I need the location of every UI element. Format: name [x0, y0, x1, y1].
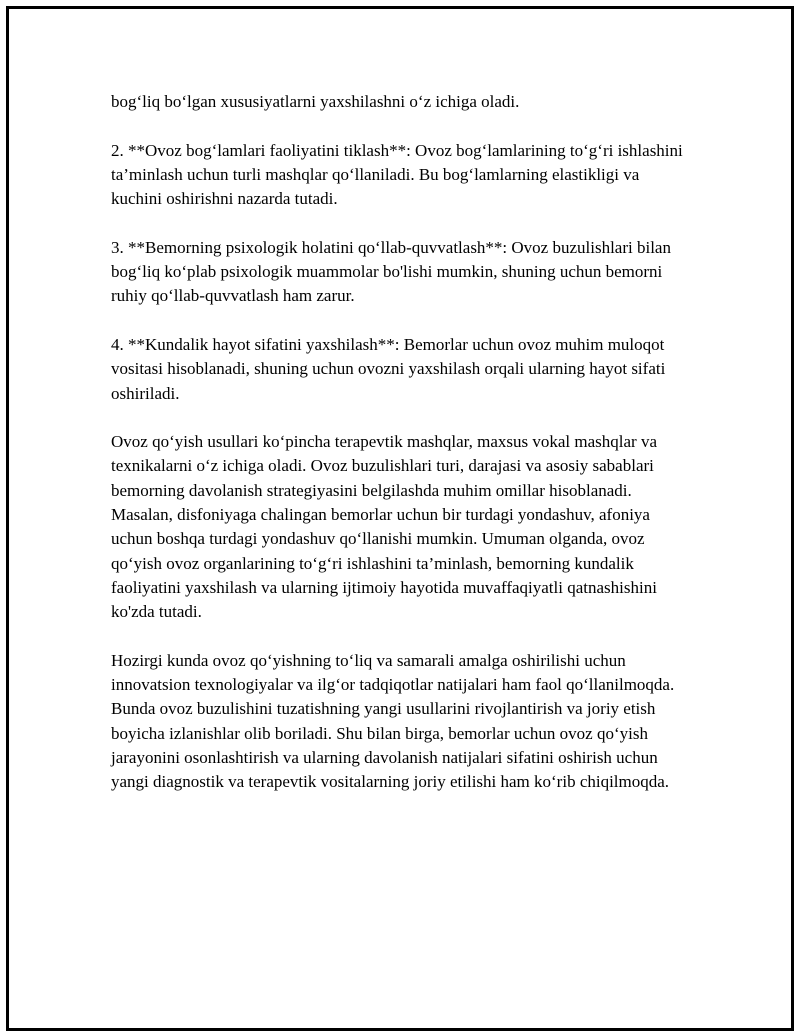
paragraph-innovations: Hozirgi kunda ovoz qo‘yishning to‘liq va samarali amalga oshirilishi uchun innovatsion texnologiyalar va ilg‘or tadqiqotlar natijalari ham faol qo‘llanilmoqda. Bunda ovoz buzulishini tuzatishning yangi usullarini rivojlantirish va joriy etish boyicha izlanishlar olib boriladi. Shu bilan birga, bemorlar uchun ovoz qo‘yish jarayonini osonlashtirish va ularning davolanish natijalari sifatini oshirish uchun yangi diagnostik va terapevtik vositalarning joriy etilishi ham ko‘rib chiqilmoqda.: [111, 650, 675, 792]
paragraph-psychological-support: 3. **Bemorning psixologik holatini qo‘llab-quvvatlash**: Ovoz buzulishlari bilan bog‘liq ko‘plab psixologik muammolar bo'lishi mumkin, shuning uchun bemorni ruhiy qo‘llab-quvvatlash ham zarur.: [111, 237, 671, 306]
paragraph-voice-methods: Ovoz qo‘yish usullari ko‘pincha terapevtik mashqlar, maxsus vokal mashqlar va texnikalarni o‘z ichiga oladi. Ovoz buzulishlari turi, darajasi va asosiy sabablari bemorning davolanish strategiyasini belgilashda muhim omillar hisoblanadi. Masalan, disfoniyaga chalingan bemorlar uchun bir turdagi yondashuv, afoniya uchun boshqa turdagi yondashuv qo‘llanishi mumkin. Umuman olganda, ovoz qo‘yish ovoz organlarining to‘g‘ri ishlashini ta’minlash, bemorning kundalik faoliyatini yaxshilash va ularning ijtimoiy hayotida muvaffaqiyatli qatnashishini ko'zda tutadi.: [111, 432, 658, 622]
paragraph-continuation: bog‘liq bo‘lgan xususiyatlarni yaxshilashni o‘z ichiga oladi.: [111, 92, 520, 111]
paragraph-quality-of-life: 4. **Kundalik hayot sifatini yaxshilash**: Bemorlar uchun ovoz muhim muloqot vositasi hisoblanadi, shuning uchun ovozni yaxshilash orqali ularning hayot sifati oshiriladi.: [111, 334, 666, 403]
paragraph-vocal-cords: 2. **Ovoz bog‘lamlari faoliyatini tiklash**: Ovoz bog‘lamlarining to‘g‘ri ishlashini ta’minlash uchun turli mashqlar qo‘llaniladi. Bu bog‘lamlarning elastikligi va kuchini oshirishni nazarda tutadi.: [111, 140, 683, 209]
document-body: [111, 90, 691, 795]
